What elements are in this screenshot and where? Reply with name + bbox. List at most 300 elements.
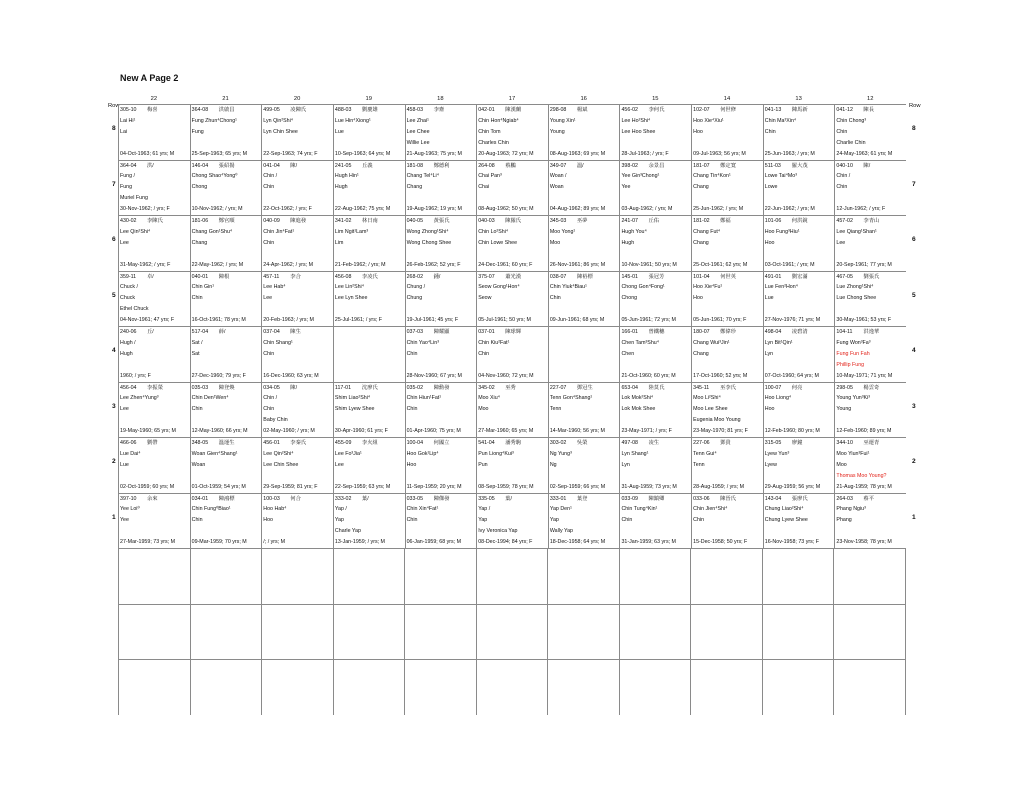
grid-cell[interactable] [261, 216, 333, 271]
grid-cell[interactable] [190, 327, 262, 382]
cell-chinese-name: 蔡平 [863, 495, 875, 502]
cell-extra-name [120, 526, 190, 537]
grid-cell[interactable] [834, 216, 906, 271]
cell-romanized-name: Fung Won³Fa³ [836, 339, 871, 346]
cell-surname: Moo [478, 406, 489, 413]
grid-cell[interactable] [261, 161, 333, 216]
cell-date: 31-May-1962; / yrs; F [120, 261, 171, 268]
cell-header-line [192, 383, 262, 394]
cell-plot-id: 035-02 [406, 384, 424, 391]
cell-header-line [478, 105, 548, 116]
grid-cell[interactable] [691, 161, 763, 216]
cell-chinese-name: 凌陳氏 [290, 107, 307, 113]
grid-cell[interactable] [548, 438, 620, 493]
cell-header-line [765, 438, 835, 449]
grid-row [112, 382, 916, 438]
grid-cell-empty[interactable] [333, 605, 405, 660]
grid-cell[interactable] [333, 494, 405, 549]
cell-plot-id: 033-06 [693, 495, 710, 502]
grid-cell[interactable] [691, 383, 763, 438]
grid-cell[interactable] [691, 272, 763, 327]
grid-cell-empty[interactable] [619, 605, 691, 660]
grid-cell[interactable] [476, 272, 548, 327]
cell-chinese-name: 劉慶雄 [361, 107, 378, 113]
cell-date: 26-Nov-1961; 86 yrs; M [549, 261, 606, 268]
grid-cell[interactable] [333, 216, 405, 271]
cell-extra-name [263, 526, 333, 537]
cell-extra-name [192, 360, 262, 371]
grid-cell-empty[interactable] [404, 605, 476, 660]
cell-romanized-name: Yee Loi⁰ [120, 506, 140, 513]
grid-cell[interactable] [405, 216, 477, 271]
grid-cell-empty[interactable] [261, 660, 333, 715]
cell-header-line [621, 216, 691, 227]
grid-cell-empty[interactable] [833, 660, 906, 715]
cell-surname: Chung Lyew Shee [764, 517, 808, 524]
cell-romanized-name: Hoo Gok¹Lip⁴ [406, 450, 439, 457]
grid-cell[interactable] [763, 272, 835, 327]
grid-cell[interactable] [476, 438, 548, 493]
grid-cell[interactable] [476, 327, 548, 382]
grid-cell[interactable] [834, 105, 906, 160]
grid-cell[interactable] [763, 327, 835, 382]
grid-cell[interactable] [190, 161, 262, 216]
grid-cell[interactable] [190, 272, 262, 327]
grid-cell[interactable] [261, 494, 333, 549]
cell-romanized-name: Lee Hab⁴ [263, 284, 286, 291]
grid-cell[interactable] [476, 216, 548, 271]
grid-cell-empty[interactable] [476, 549, 548, 604]
cell-chinese-name: 沈廖氏 [361, 384, 378, 391]
cell-plot-id: 040-09 [263, 218, 280, 224]
grid-cell[interactable] [548, 327, 620, 382]
grid-cell-empty[interactable] [547, 660, 619, 715]
cell-romanized-name: Sat / [191, 339, 203, 346]
grid-cell[interactable] [405, 327, 477, 382]
grid-cell[interactable] [190, 383, 262, 438]
cell-surname: Seow [478, 295, 492, 302]
cell-plot-id: 344-10 [836, 440, 853, 446]
cell-header-line [407, 438, 477, 449]
cell-romanized-name: Chung / [406, 284, 426, 291]
grid-cell[interactable] [548, 272, 620, 327]
cell-plot-id: 180-07 [693, 329, 710, 335]
grid-cell[interactable] [691, 105, 763, 160]
cell-extra-name [192, 249, 262, 260]
grid-row [112, 493, 916, 549]
cell-header-line [478, 383, 548, 394]
cell-chinese-name: 鄭定寬 [720, 162, 737, 169]
grid-cell[interactable] [190, 494, 262, 549]
grid-cell[interactable] [476, 494, 548, 549]
cell-surname: Lowe [764, 184, 778, 191]
grid-cell[interactable] [118, 383, 190, 438]
cell-header-line [263, 383, 333, 394]
cell-plot-id: 241-07 [621, 218, 638, 224]
cell-date: 31-Aug-1959; 73 yrs; M [621, 483, 677, 490]
grid-cell[interactable] [476, 383, 548, 438]
grid-cell[interactable] [763, 438, 835, 493]
cell-extra-name [263, 138, 333, 149]
grid-cell[interactable] [548, 105, 620, 160]
grid-cell[interactable] [763, 494, 835, 549]
cell-plot-id: 037-01 [478, 329, 495, 335]
grid-cell-empty[interactable] [404, 660, 476, 715]
cell-chinese-name: 余景昌 [648, 162, 665, 169]
cell-plot-id: 101-06 [764, 218, 782, 224]
cell-date: 28-Aug-1959; / yrs; M [693, 483, 745, 490]
grid-cell[interactable] [619, 438, 691, 493]
grid-cell[interactable] [548, 383, 620, 438]
cell-romanized-name: Lim Ngit¹Lam³ [334, 228, 369, 235]
grid-cell[interactable] [118, 105, 190, 160]
cell-romanized-name: Chin Hon⁴Ngiab⁴ [478, 117, 519, 124]
grid-cell-empty[interactable] [690, 549, 762, 604]
grid-cell-empty[interactable] [118, 660, 190, 715]
grid-cell[interactable] [619, 383, 691, 438]
grid-cell-empty[interactable] [333, 549, 405, 604]
cell-chinese-name: 卓/ [147, 273, 154, 280]
grid-cell-empty[interactable] [762, 605, 834, 660]
cell-header-line [836, 216, 906, 227]
grid-cell-empty[interactable] [190, 660, 262, 715]
cell-chinese-name: 李凌氏 [361, 273, 378, 280]
cell-extra-name [335, 138, 405, 149]
cell-date: 18-Dec-1958; 64 yrs; M [549, 539, 606, 546]
grid-cell[interactable] [405, 438, 477, 493]
cell-extra-name: Ivy Veronica Yap [478, 528, 518, 535]
cell-chinese-name: 張紹揚 [218, 162, 235, 169]
cell-extra-name [120, 471, 190, 482]
cell-plot-id: 041-04 [263, 162, 280, 169]
cell-extra-name [407, 471, 477, 482]
cell-chinese-name: 何世修 [720, 107, 737, 113]
grid-cell[interactable] [190, 216, 262, 271]
grid-cell[interactable] [834, 272, 906, 327]
grid-cell[interactable] [190, 438, 262, 493]
grid-cell-empty[interactable] [261, 549, 333, 604]
cell-romanized-name: Yap Den¹ [549, 506, 572, 513]
grid-cell[interactable] [691, 327, 763, 382]
grid-cell[interactable] [405, 272, 477, 327]
cell-surname: Hugh [621, 239, 635, 246]
grid-cell[interactable] [763, 383, 835, 438]
grid-cell[interactable] [405, 105, 477, 160]
cell-chinese-name: 丘義 [361, 162, 373, 169]
cell-header-line [836, 383, 906, 394]
grid-cell[interactable] [333, 272, 405, 327]
cell-date: 01-Apr-1960; 75 yrs; M [406, 428, 461, 435]
grid-cell[interactable] [619, 105, 691, 160]
grid-cell-empty[interactable] [118, 605, 190, 660]
grid-cell[interactable] [763, 161, 835, 216]
grid-cell[interactable] [619, 272, 691, 327]
cell-date: 11-Sep-1959; 20 yrs; M [406, 483, 462, 490]
cell-extra-name: Muriel Fung [120, 195, 148, 202]
cell-romanized-name: Chang Fut⁴ [693, 228, 721, 235]
grid-cell[interactable] [405, 494, 477, 549]
grid-cell[interactable] [118, 216, 190, 271]
grid-cell[interactable] [763, 105, 835, 160]
grid-cell[interactable] [333, 383, 405, 438]
cell-chinese-name: 巫夢 [576, 218, 588, 224]
cell-surname: Moo Lee Shee [693, 406, 728, 413]
grid-cell[interactable] [619, 216, 691, 271]
cell-chinese-name: 李青山 [863, 218, 880, 224]
grid-cell-empty[interactable] [476, 605, 548, 660]
cell-extra-name [192, 304, 262, 315]
cell-romanized-name: Hugh You⁴ [621, 228, 647, 235]
cell-romanized-name: Hoo Xie⁴Fu¹ [693, 284, 723, 291]
cell-romanized-name: Yap / [334, 506, 347, 513]
cell-chinese-name: 陳長 [863, 107, 875, 113]
cell-surname: Fung Fun Fah [836, 350, 870, 357]
grid-cell[interactable] [548, 216, 620, 271]
cell-plot-id: 100-07 [764, 384, 782, 391]
grid-cell[interactable] [548, 494, 620, 549]
cell-chinese-name: 丘佑 [648, 218, 660, 224]
cell-extra-name [263, 193, 333, 204]
cell-extra-name [836, 526, 906, 537]
cell-date: 08-Sep-1959; 78 yrs; M [478, 483, 534, 490]
cell-extra-name [478, 471, 548, 482]
cell-romanized-name: Lee Zhai¹ [406, 117, 429, 124]
grid-cell[interactable] [619, 327, 691, 382]
cell-surname: Chin [263, 184, 275, 191]
grid-cell[interactable] [405, 161, 477, 216]
cell-header-line [550, 494, 620, 505]
cell-header-line [836, 438, 906, 449]
cell-header-line [478, 161, 548, 172]
cell-chinese-name: 葉登 [576, 495, 588, 502]
cell-romanized-name: Young Yun³Ki³ [836, 395, 870, 402]
cell-plot-id: 035-03 [191, 384, 209, 391]
cell-extra-name [407, 526, 477, 537]
grid-cell[interactable] [261, 105, 333, 160]
grid-cell[interactable] [834, 494, 906, 549]
grid-cell[interactable] [261, 383, 333, 438]
grid-cell[interactable] [118, 438, 190, 493]
cell-chinese-name: 劉帶 [147, 440, 158, 446]
grid-cell[interactable] [261, 438, 333, 493]
grid-cell-empty[interactable] [762, 549, 834, 604]
grid-cell-empty[interactable] [476, 660, 548, 715]
grid-cell[interactable] [333, 105, 405, 160]
cell-extra-name: Wally Yap [549, 528, 574, 535]
grid-cell-empty[interactable] [190, 549, 262, 604]
cell-date: 02-Oct-1959; 60 yrs; M [120, 483, 175, 490]
cell-header-line [335, 272, 405, 283]
grid-cell[interactable] [691, 438, 763, 493]
cell-romanized-name: Hoo Hab⁴ [263, 506, 287, 513]
cell-header-line [407, 383, 477, 394]
cell-header-line [621, 272, 691, 283]
cell-extra-name [192, 193, 262, 204]
cell-romanized-name: Hugh / [120, 339, 136, 346]
cell-surname: Chin [263, 350, 275, 357]
cell-plot-id: 181-07 [693, 162, 710, 169]
grid-cell-empty[interactable] [833, 549, 906, 604]
cell-surname: Tenn [693, 461, 705, 468]
column-header-row [118, 96, 906, 103]
row-label-right: 8 [912, 125, 916, 132]
cell-chinese-name: 陳生 [290, 329, 301, 335]
grid-cell[interactable] [619, 494, 691, 549]
row-label-right: 6 [912, 236, 916, 243]
cell-date: 1960; / yrs; F [120, 372, 151, 379]
cell-extra-name: Thomas Moo Young? [836, 472, 887, 479]
grid-cell-empty[interactable] [619, 660, 691, 715]
grid-cell[interactable] [476, 161, 548, 216]
grid-cell[interactable] [118, 327, 190, 382]
grid-cell-empty[interactable] [404, 549, 476, 604]
cell-plot-id: 333-01 [549, 495, 567, 502]
grid-cell-empty[interactable] [261, 605, 333, 660]
cell-romanized-name: Chuck / [120, 284, 138, 291]
grid-cell[interactable] [118, 272, 190, 327]
cell-chinese-name: 黃張氏 [433, 218, 450, 224]
grid-cell-empty[interactable] [762, 660, 834, 715]
cell-header-line [693, 383, 763, 394]
grid-cell-empty[interactable] [690, 660, 762, 715]
grid-cell[interactable] [261, 272, 333, 327]
cell-chinese-name: 陳進發 [290, 218, 307, 224]
cell-chinese-name: 陳球輝 [505, 329, 522, 335]
cell-header-line [836, 105, 906, 116]
row-label-right: 5 [912, 291, 916, 299]
cell-romanized-name: Lue Dai⁴ [120, 450, 141, 457]
cell-romanized-name: Hugh Hin¹ [334, 173, 359, 180]
grid-cell[interactable] [619, 161, 691, 216]
cell-header-line [693, 272, 763, 283]
row-header-left: Row [108, 103, 120, 109]
grid-cell[interactable] [691, 216, 763, 271]
cell-header-line [693, 216, 763, 227]
cell-romanized-name: Chang Gon¹Shu⁴ [191, 228, 233, 235]
grid-cell[interactable] [691, 494, 763, 549]
grid-cell-empty[interactable] [619, 549, 691, 604]
grid-cell[interactable] [261, 327, 333, 382]
cell-romanized-name: Hoo Fung³Hiu¹ [764, 228, 800, 235]
cell-romanized-name: Chin Chong³ [836, 117, 867, 124]
cell-date: 15-Dec-1958; 50 yrs; F [693, 539, 748, 546]
cell-header-line [192, 494, 262, 505]
cell-plot-id: 397-10 [120, 495, 137, 502]
cell-plot-id: 227-07 [549, 384, 567, 391]
cell-extra-name [836, 249, 906, 260]
grid-cell[interactable] [118, 161, 190, 216]
grid-cell[interactable] [834, 438, 906, 493]
grid-cell-empty[interactable] [690, 605, 762, 660]
cell-romanized-name: Young Xin¹ [549, 117, 576, 124]
grid-cell[interactable] [834, 327, 906, 382]
grid-cell-empty[interactable] [333, 660, 405, 715]
page-title: New A Page 2 [120, 73, 179, 83]
grid-cell[interactable] [333, 327, 405, 382]
cell-plot-id: 102-07 [693, 107, 710, 113]
column-header: 15 [652, 96, 659, 102]
grid-cell[interactable] [834, 161, 906, 216]
cell-header-line [765, 216, 835, 227]
cell-date: 22-Aug-1962; 75 yrs; M [334, 206, 391, 213]
cell-plot-id: 335-05 [478, 495, 495, 502]
cell-header-line [765, 161, 835, 172]
cell-plot-id: 100-04 [406, 440, 424, 446]
cell-romanized-name: Fung Zhun⁴Chong¹ [191, 117, 237, 124]
cell-header-line [478, 272, 548, 283]
cell-romanized-name: Lue Fen²Hon⁴ [764, 284, 798, 291]
cell-romanized-name: Phang Ngiu³ [836, 506, 866, 513]
cell-surname: Young [549, 128, 565, 135]
cell-surname: Lee Chin Shee [263, 461, 299, 468]
cell-chinese-name: 鄧冠生 [576, 384, 593, 391]
cell-romanized-name: Chin Tung⁴Kin¹ [621, 506, 658, 513]
cell-header-line [407, 327, 477, 338]
cell-extra-name [478, 249, 548, 260]
cell-chinese-name: 丘/ [147, 329, 154, 335]
cell-plot-id: 181-08 [406, 162, 424, 169]
grid-cell[interactable] [333, 161, 405, 216]
grid-cell-empty[interactable] [118, 549, 190, 604]
cell-plot-id: 541-04 [478, 440, 495, 446]
cell-header-line [263, 272, 333, 283]
row-label-right: 2 [912, 458, 916, 465]
grid-cell-empty[interactable] [833, 605, 906, 660]
cell-surname: Hoo [406, 461, 417, 468]
grid-cell-empty[interactable] [190, 605, 262, 660]
cell-date: 21-Feb-1962; / yrs; M [334, 261, 386, 268]
row-label-right: 4 [912, 347, 916, 354]
grid-cell[interactable] [548, 161, 620, 216]
grid-cell-empty[interactable] [547, 605, 619, 660]
cell-romanized-name: Yee Gin³Chong¹ [621, 173, 660, 180]
cell-extra-name [407, 193, 477, 204]
cell-romanized-name: Chin Ma³Xin⁴ [764, 117, 797, 124]
cell-extra-name [621, 360, 691, 371]
cell-header-line [263, 105, 333, 116]
grid-cell[interactable] [118, 494, 190, 549]
grid-cell[interactable] [405, 383, 477, 438]
cell-date: 07-Oct-1960; 64 yrs; M [764, 372, 819, 379]
cell-surname: Lai [120, 128, 128, 135]
grid-cell-empty[interactable] [547, 549, 619, 604]
cell-date: 25-Jul-1961; / yrs; F [334, 317, 383, 324]
cell-date: 08-Aug-1962; 50 yrs; M [478, 206, 534, 213]
cell-plot-id: 298-08 [549, 107, 567, 113]
cell-chinese-name: 陳傑發 [433, 495, 450, 502]
cell-surname: Lyn Chin Shee [263, 128, 298, 135]
grid-cell[interactable] [333, 438, 405, 493]
cell-date: 17-Oct-1960; 52 yrs; M [693, 372, 748, 379]
grid-cell[interactable] [834, 383, 906, 438]
grid-cell[interactable] [763, 216, 835, 271]
cell-plot-id: 264-08 [478, 162, 495, 169]
cell-surname: Chung [406, 295, 423, 302]
grid-cell[interactable] [476, 105, 548, 160]
column-header: 17 [508, 96, 516, 102]
cell-header-line [836, 272, 906, 283]
cell-chinese-name: 鍾/ [433, 273, 441, 280]
cell-plot-id: 040-05 [406, 218, 424, 224]
cell-plot-id: 457-11 [263, 273, 280, 280]
cell-romanized-name: Chin / [836, 173, 851, 180]
row-header-right: Row [909, 103, 921, 109]
cell-romanized-name: Ng Yung³ [549, 450, 572, 457]
cell-plot-id: 488-03 [334, 107, 352, 113]
cell-romanized-name: Lyn Qin²Shi⁴ [263, 117, 294, 124]
grid-cell[interactable] [190, 105, 262, 160]
cell-romanized-name: Chung Liao²Shi⁴ [764, 506, 804, 513]
